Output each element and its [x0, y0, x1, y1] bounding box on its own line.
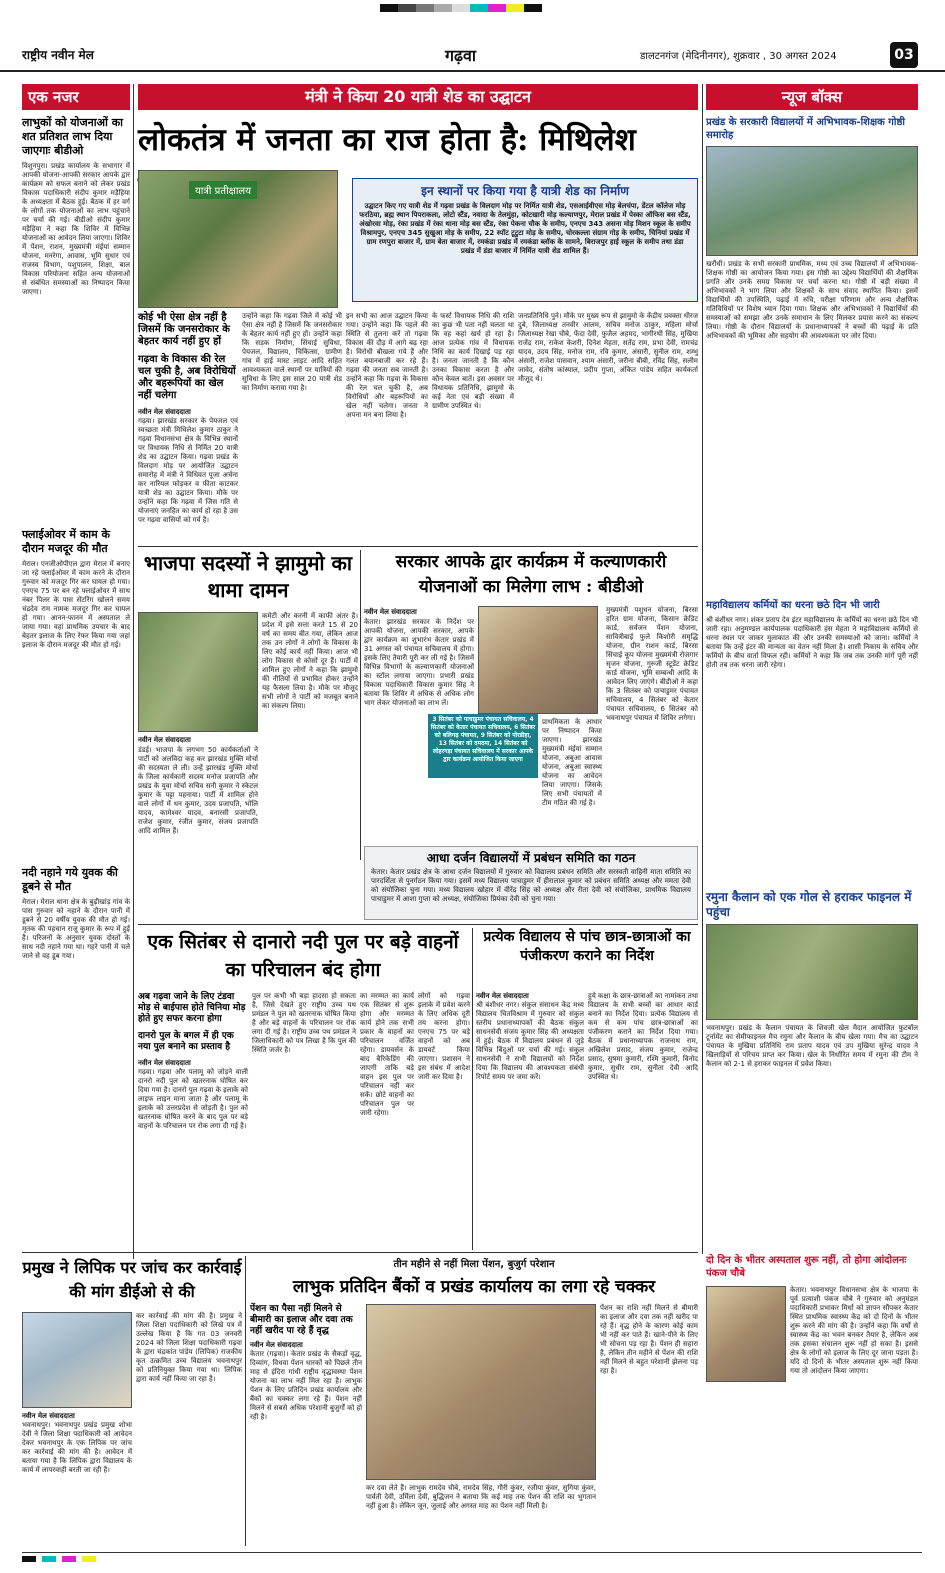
pension-kicker: तीन महीने से नहीं मिला पेंशन, बुजुर्ग परेशान [393, 1259, 555, 1270]
committee-headline: आधा दर्जन विद्यालयों में प्रबंधन समिति का गठन [426, 851, 636, 865]
main-story-col2 [242, 312, 342, 542]
pension-col2 [366, 1484, 596, 1546]
dateline: डालटनगंज (मेदिनीनगर), शुक्रवार , 30 अगस्त 2024 [640, 51, 837, 62]
danro-body4: लोगों को गढ़वा इलाके में प्रवेश करने के लिए अधिक दूरी तय करना होगा। एनएच 75 पर बड़े वाहनों को अब डायवर्ट किया जाएगा। प्रशासन ने इस संबंध में आदेश जारी कर दिया है। [418, 992, 470, 1081]
top-registration-strip [380, 4, 560, 14]
main-body-col4: के फर्स्ट विधायक निधि की राशि का कुछ भी पता नहीं चलता था कि वह कहां खर्च हो रहा है। आज प्रत्येक गांव में विधायक निधि का कार्य दिखाई पड़ रहा है। जनता जानती है कि कौन उनका विकास करता है और कौन केवल बातें। इस अवसर पर विधायक प्रतिनिधि, झामुमो के कई नेता एवं बड़ी संख्या में ग्रामीण उपस्थित थे। [432, 312, 514, 410]
page-number: 03 [890, 42, 918, 68]
bdo-body2: प्राथमिकता के आधार पर निष्पादन किया जाएगा। झारखंड मुख्यमंत्री मंईयां सम्मान योजना, अबुआ आवास योजना, अबुआ स्वास्थ्य योजना का आवेदन लिया जाएगा। जिसके लिए सभी पंचायतों में टीम गठित की गई है। [542, 718, 602, 807]
bdo-body1: केतार। झारखंड सरकार के निर्देश पर आपकी योजना, आपकी सरकार, आपके द्वार कार्यक्रम का शुभारंभ केतार प्रखंड में 31 अगस्त को पंचायत सचिवालय में होगा। इसके लिए तैयारी पूरी कर ली गई है। जिसमें विभिन्न विभागों के कल्याणकारी योजनाओं का स्टॉल लगाया जाएगा। प्रभारी प्रखंड विकास पदाधिकारी विकास कुमार सिंह ने बताया कि शिविर में अधिक से अधिक लोग भाग लेकर योजनाओं का लाभ लें। [364, 618, 474, 707]
main-quote-1: कोई भी ऐसा क्षेत्र नहीं है जिसमें कि जनसरोकार के बेहतर कार्य नहीं हुए हों [138, 312, 230, 347]
pension-byline: नवीन मेल संवाददाता [250, 1341, 303, 1349]
left-story1-body: विशुनपुरा। प्रखंड कार्यालय के सभागार में आपकी योजना-आपकी सरकार आपके द्वार कार्यक्रम को सफल बनाने को लेकर प्रखंड विकास पदाधिकारी संदीप कुमार मड़ैहिया के अध्यक्षता में बैठक हुई। बैठक में हर वर्ग के लोगों तक योजनाओं का लाभ पहुंचाने पर चर्चा की गई। बीडीओ संदीप कुमार मड़ैहिया ने कहा कि शिविर में विभिन्न योजनाओं का आवेदन लिया जाएगा। शिविर में पेंशन, राशन, मुख्यमंत्री मंईयां सम्मान योजना, मनरेगा, आवास, भूमि सुधार एवं राजस्व विभाग, पशुपालन, शिक्षा, बाल विकास परियोजना सहित अन्य योजनाओं से संबंधित समस्याओं का निष्पादन किया जाएगा। [22, 162, 130, 296]
masthead: राष्ट्रीय नवीन मेल [22, 48, 94, 62]
bottom-registration-strip [22, 1552, 922, 1564]
danro-bullet-2: दानरो पुल के बगल में ही एक नया पुल बनाने का प्रस्ताव है [138, 1031, 234, 1052]
committee-box [364, 846, 698, 920]
danro-body3: का मरम्मत का कार्य एक सितंबर से शुरू होगा और मरम्मत कार्य होने तक सभी प्रकार के वाहनों का परिचालन वर्जित रहेगा। डायवर्सन के बाद बैरिकेडिंग की जाएगी ताकि बड़े वाहन इस पुल पर परिचालन नहीं कर सकें। छोटे वाहनों का परिचालन पुल पर जारी रहेगा। [360, 992, 414, 1117]
school-reg-headline: प्रत्येक विद्यालय से पांच छात्र-छात्राओं का पंजीकरण कराने का निर्देश [483, 929, 691, 964]
main-story-col3 [346, 312, 428, 542]
shed-box-headline: इन स्थानों पर किया गया है यात्री शेड का निर्माण [421, 184, 629, 198]
bdo-body2-wrap [542, 718, 602, 840]
bjp-headline: भाजपा सदस्यों ने झामुमो का थामा दामन [143, 551, 353, 602]
right-story4-body-wrap [790, 1286, 918, 1546]
right-story1-headline: प्रखंड के सरकारी विद्यालयों में अभिभावक-शिक्षक गोष्ठी समारोह [706, 117, 905, 141]
bdo-byline: नवीन मेल संवाददाता [364, 608, 417, 616]
bjp-body2-wrap [262, 612, 358, 860]
left-story3-body: मेराल। मेराल थाना क्षेत्र के बुढ़ीखांड़ गांव के पास गुरुवार को नहाने के दौरान पानी में डूबने से 20 वर्षीय युवक की मौत हो गई। मृतक की पहचान राजू कुमार के रूप में हुई है। परिजनों के अनुसार युवक दोस्तों के साथ नदी नहाने गया था। गहरे पानी में चले जाने से वह डूब गया। [22, 898, 130, 960]
danro-body1: गढ़वा। गढ़वा और पलामू को जोड़ने वाली दानरो नदी पुल को खतरनाक घोषित कर दिया गया है। दानरो पुल गढ़वा के इलाके को लाइफ लाइन माना जाता है और पलामू के इलाके को उत्तरप्रदेश से जोड़ती है। पुल को खतरनाक घोषित करने के बाद पुल पर बड़े वाहनों के परिचालन पर रोक लगा दी गई है। [138, 1068, 248, 1130]
shed-sign-caption: यात्री प्रतीक्षालय [189, 181, 257, 199]
left-col-label: एक नजर [22, 84, 130, 110]
section-title: गढ़वा [445, 46, 477, 65]
main-story-col4 [432, 312, 514, 542]
shed-box-body: उद्घाटन किए गए यात्री शेड में गढ़वा प्रखंड के विलदाग मोड़ पर निर्मित यात्री शेड, एसआईवीएस मोड़ बेलचंपा, डेंटल कॉलेज मोड़ फरठिया, ब्रह्म स्थान पिपराकला, लोटो स्टैंड, नवादा के तेलमुंहा, कोटखारी मोड़ कल्याणपुर, मेराल प्रखंड में पेस्का ऑफिस बस स्टैंड, अंखोरवा मोड़, रंका प्रखंड में रंका थाना मोड़ बस स्टैंड, रंका पेकना चौक के समीप, एनएच 343 असना मोड़ मिशन स्कूल के समीप विश्रामपुर, एनएच 345 सुखुआ मोड़ के समीप, 22 स्पॉट टूटुटा मोड़ के समीप, चोरकल्ला संग्राम गोड़ के समीप, चिनियां प्रखंड में ग्राम रणपुरा बाजार में, ग्राम बेता बाजार में, रमकंडा प्रखंड में रमकंडा ब्लॉक के सामने, बिराजपुर हाई स्कूल के समीप तथा डंडा प्रखंड में डंडा बाजार में निर्मित यात्री शेड शामिल हैं। [359, 202, 691, 255]
right-story2-headline: महाविद्यालय कर्मियों का धरना छठे दिन भी जारी [706, 600, 880, 611]
bjp-body1-wrap [138, 746, 258, 860]
main-headline: लोकतंत्र में जनता का राज होता है: मिथिलेश [138, 122, 636, 158]
danro-col3 [360, 992, 414, 1250]
danro-byline: नवीन मेल संवाददाता [138, 1059, 191, 1067]
lipik-body1: भवनाथपुर। भवनाथपुर प्रखंड प्रमुख शोभा देवी ने जिला शिक्षा पदाधिकारी को आवेदन देकर भवनाथपुर के एक लिपिक पर जांच कर कार्रवाई की मांग की है। आवेदन में बताया गया है कि लिपिक द्वारा विद्यालय के कार्य में लापरवाही बरती जा रही है। [22, 1421, 132, 1474]
right-col-label: न्यूज बॉक्स [706, 84, 918, 110]
right-story1-photo [706, 146, 918, 256]
left-story2-headline: फ्लाईओवर में काम के दौरान मजदूर की मौत [22, 528, 110, 555]
lipik-byline: नवीन मेल संवाददाता [22, 1412, 75, 1420]
left-story3-headline: नदी नहाने गये युवक की डूबने से मौत [22, 866, 118, 893]
left-story2-body: मेराल। एनजीओपीएल द्वारा मेराल में बनाए जा रहे फ्लाईओवर में काम करने के दौरान गुरुवार को मजदूर गिर कर घायल हो गया। एनएच 75 पर बन रहे फ्लाईओवर में साथ नंबर पिलर के पास सेंटरिंग खोलने समय चंद्रदेव राम नामक मजदूर गिर कर घायल हो गया। आनन-फानन में अस्पताल ले जाया गया। वहां प्राथमिक उपचार के बाद बेहतर इलाज के लिए रेफर किया गया जहां इलाज के दौरान मजदूर की मौत हो गई। [22, 560, 130, 649]
right-story3-body: भवनाथपुर। प्रखंड के कैलान पंचायत के शिवजी खेल मैदान आयोजित फुटबॉल टूर्नामेंट का सेमीफाइनल मैच रमुना और कैलान के बीच खेला गया। मैच का उद्घाटन पंचायत के मुखिया प्रतिनिधि राम प्रताप यादव एवं उप मुखिया सुरेन्द्र यादव ने खिलाड़ियों से परिचय प्राप्त कर किया। खेल के निर्धारित समय में रमुना की टीम ने कैलान को 2-1 से हराकर फाइनल में प्रवेश किया। [706, 1024, 918, 1068]
right-story2-body: श्री बंशीधर नगर। शंकर प्रताप देव इंटर महाविद्यालय के कर्मियों का धरना छठे दिन भी जारी रहा। अनुमण्डल कार्यपालक पदाधिकारी हंस मेहता ने महाविद्यालय कर्मियों से धरना स्थल पर जाकर मुलाकात की और उनकी समस्याओं को जाना। कर्मियों ने बताया कि उन्हें इंटर की मान्यता का वेतन नहीं मिला है। शासी निकाय के सचिव और कर्मियों के बीच वार्ता विफल रही। कर्मियों ने कहा कि जब तक उनकी मांगें पूरी नहीं होती तब तक धरना जारी रहेगा। [706, 616, 918, 669]
main-story-col1 [138, 312, 238, 542]
bdo-body3-wrap [606, 606, 698, 840]
pension-quote: पेंशन का पैसा नहीं मिलने से बीमारी का इलाज और दवा तक नहीं खरीद पा रहे हैं वृद्ध [250, 1304, 353, 1336]
danro-body2: पुल पर कभी भी बड़ा हादसा हो सकता है, जिसे देखते हुए राष्ट्रीय उच्च पथ प्रमंडल ने पुल को खतरनाक घोषित किया है और बड़े वाहनों के परिचालन पर रोक लगा दी गई है। राष्ट्रीय उच्च पथ प्रमंडल ने जिलाधिकारी को पत्र लिखा है कि पुल की स्थिति जर्जर है। [252, 992, 356, 1054]
left-story1-headline: लाभुकों को योजनाओं का शत प्रतिशत लाभ दिया जाएगाः बीडीओ [22, 116, 124, 157]
bdo-portrait [478, 606, 598, 714]
main-body-col5: जनप्रतिनिधि पुने। मौके पर मुख्य रूप से झामुमो के केंद्रीय प्रवक्ता धीरज दुबे, जिलाध्यक्ष तनवीर आलम, सचिव मनोज ठाकुर, महिला मोर्चा जिलाध्यक्ष रेखा चौबे, फेंदा देवी, फुजैल अहमद, भागीरथी सिंह, मुखिया राजेंद्र राम, राकेश केशरी, दिनेश मेहता, सतेंद्र राम, प्रभा देवी, रामचंद्र यादव, उदय सिंह, मनोज राम, रवि कुमार, अंसारी, सुनील राम, शम्भु अंसारी, राजेश पासवान, श्याम अंसारी, जरीना बीबी, रविंद्र सिंह, सलीम जावेद, संतोष कांस्याल, प्रदीप गुप्ता, अंकित पांडेय सहित कार्यकर्ता मौजूद थे। [518, 312, 698, 383]
danro-col4 [418, 992, 470, 1250]
top-banner: मंत्री ने किया 20 यात्री शेड का उद्घाटन [138, 84, 698, 110]
shed-locations-box [352, 178, 698, 302]
page-header [0, 40, 945, 72]
main-body-col2: उन्होंने कहा कि गढ़वा जिले में कोई भी ऐसा क्षेत्र नहीं है जिसमें कि जनसरोकार के बेहतर कार्य नहीं हुए हों। उन्होंने कहा कि सड़क निर्माण, सिंचाई सुविधा, पेयजल, विद्यालय, चिकित्सा, ग्रामीण गांव में हाई मास्ट लाइट आदि सहित आवश्यकता वाले स्थानों पर यात्रियों की सुविधा के लिए इस साल 20 यात्री शेड का निर्माण कराया गया है। [242, 312, 342, 392]
committee-body: केतार। केतार प्रखंड क्षेत्र के आधा दर्जन विद्यालयों में गुरुवार को विद्यालय प्रबंधन समिति और सरस्वती वाहिनी माता समिति का पारदर्शिता से पुनर्गठन किया गया। इसमें मध्य विद्यालय पाचाडुमर में हीरालाल कुमार को प्रबंधन समिति अध्यक्ष और ममता देवी को संयोजिका चुना गया। मध्य विद्यालय खोहार में वीरेंद्र सिंह को अध्यक्ष और रीता देवी को संयोजिका, प्राथमिक विद्यालय पाचाडुमर में आशा गुप्ता को अध्यक्ष, संयोजिका प्रियंका देवी को चुना गया। [371, 868, 692, 903]
bjp-byline: नवीन मेल संवाददाता [138, 736, 191, 744]
pension-body3: पेंशन का राशि नहीं मिलने से बीमारी का इलाज और दवा तक नहीं खरीद पा रहे हैं। वृद्ध होने के कारण कोई काम भी नहीं कर पाते हैं। खाने-पीने के लिए भी सोचना पड़ रहा है। पेंशन ही सहारा है, लेकिन तीन महीने से पेंशन की राशि नहीं मिलने से बहुत परेशानी झेलना पड़ रहा है। [600, 1304, 698, 1375]
right-story4-photo [706, 1286, 786, 1382]
main-body-col1: गढ़वा। झारखंड सरकार के पेयजल एवं स्वच्छता मंत्री मिथिलेश कुमार ठाकुर ने गढ़वा विधानसभा क्षेत्र के विभिन्न स्थानों पर विधायक निधि से निर्मित 20 यात्री शेड का उद्घाटन किया। गढ़वा प्रखंड के विलदाग मोड़ पर आयोजित उद्घाटन समारोह में मंत्री ने विधिवत पूजा अर्चना कर नारियल फोड़कर व फीता काटकर यात्री शेड का उद्घाटन किया। मौके पर उन्होंने कहा कि गढ़वा में जिस गति से योजनाएं जनहित का कार्य हो रहा है उस पर गढ़वा वासियों को गर्व है। [138, 417, 238, 524]
right-story4-body: केतार। भवनाथपुर विधानसभा क्षेत्र के भाजपा के पूर्व प्रत्याशी पंकज चौबे ने गुरुवार को अनुमंडल पदाधिकारी प्रभाकर मिर्धा को ज्ञापन सौंपकर केतार स्थित प्राथमिक स्वास्थ्य केंद्र को दो दिनों के भीतर शुरू करने की मांग की है। उन्होंने कहा कि वर्षों से स्वास्थ्य केंद्र का भवन बनकर तैयार है, लेकिन अब तक इसका संचालन शुरू नहीं हो सका है। इससे क्षेत्र के लोगों को इलाज के लिए दूर जाना पड़ता है। यदि दो दिनों के भीतर अस्पताल शुरू नहीं किया गया तो आंदोलन किया जाएगा। [790, 1286, 918, 1375]
right-story3-headline: रमुना कैलान को एक गोल से हराकर फाइनल में पहुंचा [706, 890, 912, 919]
school-reg-col2 [588, 992, 698, 1250]
main-story-photo [138, 170, 338, 308]
bjp-photo [138, 612, 258, 732]
school-reg-body2: हुये कक्षा के छात्र-छात्राओं का नामांकन तथा विद्यालय के सभी बच्चों का आधार कार्ड बनाने का निर्देश दिया। प्रत्येक विद्यालय से कम से कम पांच छात्र-छात्राओं का पंजीकरण कराने का निर्देश दिया गया। बैठक में प्रधानाध्यापक राजनाथ राम, अखिलेश प्रसाद, संजय कुमार, राजेन्द्र प्रसाद, सुषमा कुमारी, रश्मि कुमारी, विनोद कुमार, सुधीर राम, सुनीता देवी आदि उपस्थित थे। [588, 992, 698, 1081]
main-quote-2: गढ़वा के विकास की रेल चल चुकी है, अब विरोधियों और बहरूपियों का खेल नहीं चलेगा [138, 354, 236, 401]
danro-col1 [138, 992, 248, 1250]
main-byline: नवीन मेल संवाददाता [138, 408, 191, 416]
lipik-headline: प्रमुख ने लिपिक पर जांच कर कार्रवाई की मांग डीईओ से की [22, 1258, 242, 1301]
pension-photo [366, 1304, 596, 1480]
lipik-col2 [136, 1312, 242, 1546]
danro-headline: एक सितंबर से दानारो नदी पुल पर बड़े वाहनों का परिचालन बंद होगा [147, 931, 459, 981]
bdo-body3: मुख्यमंत्री पशुधन योजना, बिरसा हरित ग्राम योजना, किसान क्रेडिट कार्ड, सर्वजन पेंशन योजना, सावित्रीबाई फुले किशोरी समृद्धि योजना, ग्रीन राशन कार्ड, बिरसा सिंचाई कूप योजना मुख्यमंत्री रोजगार सृजन योजना, गुरुजी स्टूडेंट क्रेडिट कार्ड योजना, भूमि सम्बन्धी आदि के आवेदन लिए जाएंगे। बीडीओ ने कहा कि 3 सितंबर को पाचाडुमर पंचायत सचिवालय, 4 सितंबर को केतार पंचायत सचिवालय, 6 सितंबर को भवनाथपुर पंचायत में शिविर लगेगा। [606, 606, 698, 722]
danro-bullet-1: अब गढ़वा जाने के लिए टंडवा मोड़ से बाईपास होते चिनिया मोड़ होते हुए सफर करना होगा [138, 992, 246, 1024]
bdo-callout: 3 सितंबर को पाचाडुमर पंचायत सचिवालय, 4 सितंबर को केतार पंचायत सचिवालय, 6 सितंबर को बलिगढ़ पंचायत, 9 सितंबर को पोरडीहा, 13 सितंबर को दमदमा, 14 सितंबर को लोहरगड़ा पंचायत सचिवालय में सरकार आपके द्वार कार्यक्रम आयोजित किया जाएगा [428, 714, 538, 778]
right-story1-body: खरौंधी। प्रखंड के सभी सरकारी प्राथमिक, मध्य एवं उच्च विद्यालयों में अभिभावक-शिक्षक गोष्ठी का आयोजन किया गया। इस गोष्ठी का उद्देश्य विद्यार्थियों की शैक्षणिक प्रगति और उनके समग्र विकास पर चर्चा करना था। गोष्ठी में बड़ी संख्या में अभिभावकों ने भाग लिया और शिक्षकों के साथ संवाद स्थापित किया। इसमें विद्यार्थियों की उपस्थिति, पढ़ाई में रुचि, परीक्षा परिणाम और अन्य शैक्षणिक गतिविधियों पर विशेष ध्यान दिया गया। शिक्षक और अभिभावकों ने विद्यार्थियों की समस्याओं को समझा और उनके समाधान के लिए मिलकर प्रयास करने का संकल्प लिया। गोष्ठी के दौरान विद्यालयों के प्रधानाध्यापकों ने बच्चों की पढ़ाई के प्रति अभिभावकों की भूमिका और सहयोग की आवश्यकता पर जोर दिया। [706, 260, 918, 340]
main-body-col3: इन सभी का आज उद्घाटन किया गया। उन्होंने कहा कि पहले की स्थिति से तुलना करें तो गढ़वा विकास की दौड़ में आगे बढ़ रहा है। विरोधी बौखला गये हैं और गलत बयानबाजी कर रहे हैं। गढ़वा की जनता सब जानती है। उन्होंने कहा कि गढ़वा के विकास की रेल चल चुकी है, अब विरोधियों और बहरूपियों का खेल नहीं चलेगा। जनता ने अपना मन बना लिया है। [346, 312, 428, 419]
left-column [22, 84, 130, 1259]
right-column [706, 84, 918, 1254]
lipik-col1 [22, 1412, 132, 1546]
school-reg-col1 [476, 992, 584, 1250]
bjp-body2: कमेटी और करनी में काफी अंतर है। प्रदेश में इसे सत्ता करते 15 से 20 वर्ष का समय बीत गया, लेकिन आज तक उन लोगों ने लोगों के विकास के लिए कोई कार्य नहीं किया। आज भी लोग विकास से कोसों दूर हैं। पार्टी में शामिल हुए लोगों ने कहा कि झामुमो की नीतियों से प्रभावित होकर उन्होंने यह फैसला लिया है। मौके पर मौजूद सभी लोगों ने पार्टी को मजबूत बनाने का संकल्प लिया। [262, 612, 358, 710]
lipik-photo [22, 1312, 132, 1408]
right-story3-photo [706, 924, 918, 1020]
main-story-col5 [518, 312, 698, 542]
bjp-body1: डंडई। भाजपा के लगभग 50 कार्यकर्ताओं ने पार्टी को अलविदा कह कर झारखंड मुक्ति मोर्चा की सदस्यता ले ली। उन्हें झारखंड मुक्ति मोर्चा के जिला कार्यकारी सदस्य मनोज प्रजापति और प्रखंड के युवा मोर्चा सचिव सनी कुमार ने स्केटल कुमार के पट्टा पहनाया। पार्टी में शामिल होने वाले लोगों में धन कुमार, उदय प्रजापति, भोलि यादव, कामेश्वर यादव, बनारसी प्रजापति, राजेश कुमार, रंजीत कुमार, संजय प्रजापति आदि शामिल हैं। [138, 746, 258, 835]
bdo-headline: सरकार आपके द्वार कार्यक्रम में कल्याणकारी योजनाओं का मिलेगा लाभ : बीडीओ [395, 552, 667, 597]
school-reg-body1: श्री बंशीधर नगर। संकुल संसाधन केंद्र मध्य विद्यालय चितविश्राम में गुरुवार को संकुल स्तरीय प्रधानाध्यापकों की बैठक संकुल साधनसेवी संजय कुमार सिंह की अध्यक्षता में हुई। बैठक में विद्यालय प्रबंधन से जुड़े विभिन्न बिंदुओं पर चर्चा की गई। संकुल साधनसेवी ने सभी विद्यालयों को निर्देश दिया कि विद्यालय की आवश्यकता संबंधी रिपोर्ट समय पर जमा करें। [476, 1001, 584, 1081]
pension-col1 [250, 1304, 362, 1546]
school-reg-byline: नवीन मेल संवाददाता [476, 992, 529, 1000]
pension-col3 [600, 1304, 698, 1546]
right-story4-headline: दो दिन के भीतर अस्पताल शुरू नहीं, तो होगा आंदोलनः पंकज चौबे [706, 1255, 907, 1279]
danro-col2 [252, 992, 356, 1250]
pension-body2: कर दवा लेते हैं। लाभुक रामदेव चौबे, रामदेव सिंह, गौरी कुंवर, रजीया कुंवर, सुगिया कुंवर, पार्वती देवी, उर्मिला देवी, बुद्धिजन ने बताया कि कई माह तक पेंशन की राशि का भुगतान नहीं हुआ है। लेकिन जून, जुलाई और अगस्त माह का पेंशन नहीं मिली है। [366, 1484, 596, 1510]
pension-headline: लाभुक प्रतिदिन बैंकों व प्रखंड कार्यालय का लगा रहे चक्कर [292, 1277, 656, 1297]
pension-body1: केतार (गढ़वा)। केतार प्रखंड के सैकड़ों वृद्ध, दिव्यांग, विधवा पेंशन धारकों को पिछले तीन माह से इंदिरा गांधी राष्ट्रीय वृद्धावस्था पेंशन योजना का लाभ नहीं मिल रहा है। लाभुक पेंशन के लिए प्रतिदिन प्रखंड कार्यालय और बैंकों का चक्कर लगा रहे हैं। पेंशन नहीं मिलने से सबसे अधिक परेशानी बुजुर्गों को हो रही है। [250, 1350, 363, 1421]
lipik-body2: कर कार्रवाई की मांग की है। प्रमुख ने जिला शिक्षा पदाधिकारी को लिखे पत्र में उल्लेख किया है कि गत 03 जनवरी 2024 को जिला शिक्षा पदाधिकारी गढ़वा के द्वारा चंद्रकांत पांडेय (लिपिक) राजकीय कृत उत्क्रमित उच्च विद्यालय भवनाथपुर को प्रतिनियुक्त किया गया था। लिपिक द्वारा कार्य नहीं किया जा रहा है। [136, 1312, 242, 1383]
